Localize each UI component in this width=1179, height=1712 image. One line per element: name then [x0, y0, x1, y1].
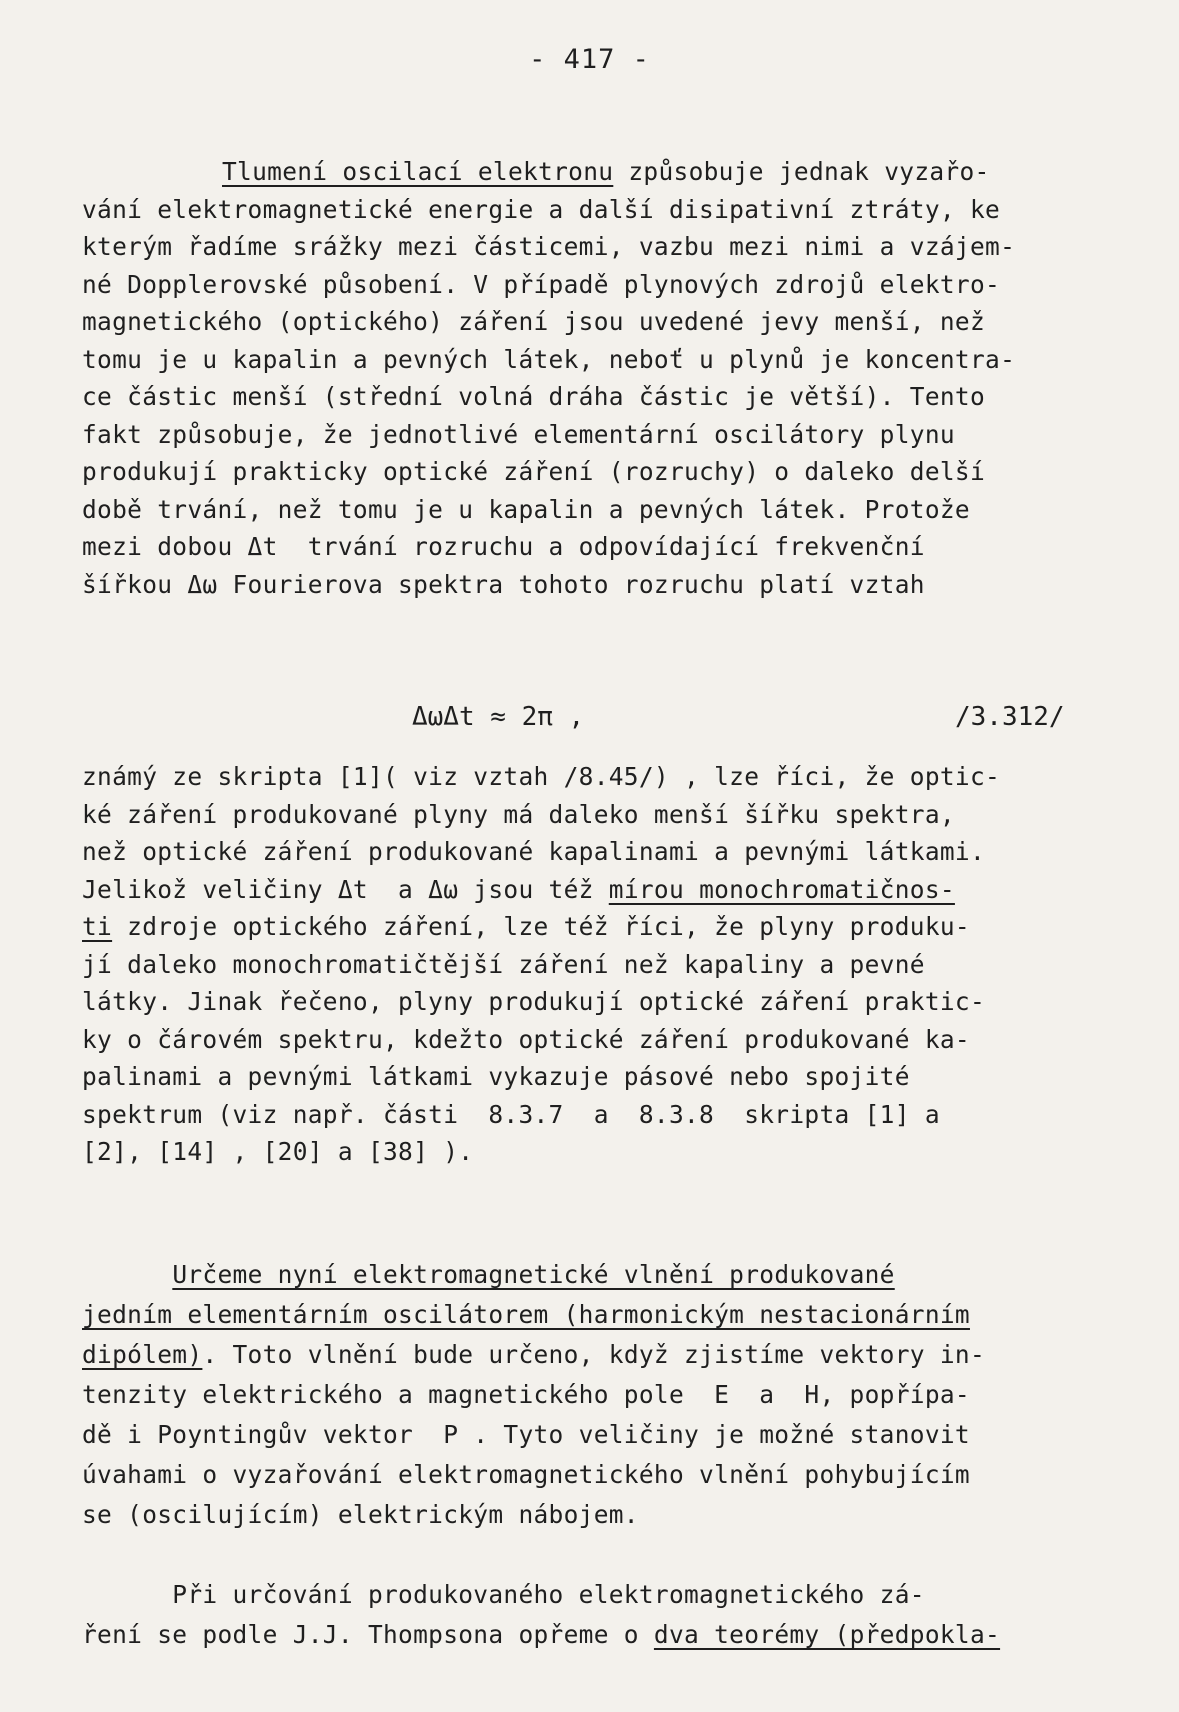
- text-line: [82, 1380, 970, 1409]
- text-line: [82, 837, 986, 866]
- text-line: [82, 1580, 925, 1609]
- text-line: [82, 194, 1001, 224]
- text-line: [82, 1099, 940, 1129]
- text-line: [82, 1024, 970, 1054]
- line-text: kterým řadíme srážky mezi částicemi, vazbu mezi nimi a vzájem-: [82, 232, 1016, 261]
- underlined-text: Určeme nyní elektromagnetické vlnění produkované: [172, 1260, 895, 1289]
- underlined-text: ti: [82, 912, 113, 941]
- line-text: tenzity elektrického a magnetického pole E a H, popřípa-: [82, 1380, 970, 1409]
- text-line: [82, 1137, 474, 1166]
- line-text: se (oscilujícím) elektrickým nábojem.: [82, 1500, 639, 1529]
- text-line: [82, 949, 925, 979]
- line-text: zdroje optického záření, lze též říci, že plyny produku-: [112, 912, 970, 941]
- text-line: [82, 1062, 910, 1091]
- line-text: než optické záření produkované kapalinami a pevnými látkami.: [82, 837, 986, 866]
- equation-number: /3.312/: [955, 702, 1065, 732]
- line-text: spektrum (viz např. části 8.3.7 a 8.3.8 skripta [1] a: [82, 1099, 940, 1129]
- text-line: [82, 494, 970, 524]
- line-text: látky. Jinak řečeno, plyny produkují optické záření praktic-: [82, 987, 986, 1016]
- text-line: [82, 569, 925, 599]
- text-line: [82, 344, 1016, 374]
- line-text: tomu je u kapalin a pevných látek, neboť u plynů je koncentra-: [82, 344, 1016, 374]
- underlined-text: jedním elementárním oscilátorem (harmonickým nestacionárním: [82, 1300, 970, 1329]
- line-text: známý ze skripta [1]( viz vztah /8.45/) , lze říci, že optic-: [82, 762, 1001, 791]
- text-line: [82, 382, 986, 411]
- line-text: [2], [14] , [20] a [38] ).: [82, 1137, 474, 1166]
- text-line: [82, 1460, 970, 1489]
- underlined-text: mírou monochromatičnos-: [608, 874, 955, 904]
- text-line: [82, 269, 1001, 299]
- text-line: [82, 1620, 1001, 1649]
- text-line: [82, 762, 1001, 791]
- line-text: šířkou Δω Fourierova spektra tohoto rozruchu platí vztah: [82, 569, 925, 599]
- underlined-text: dipólem): [82, 1340, 203, 1369]
- line-text: [82, 1260, 172, 1289]
- text-line: [82, 419, 955, 449]
- line-text: ření se podle J.J. Thompsona opřeme o: [82, 1620, 654, 1649]
- text-line: [82, 457, 986, 486]
- line-text: dě i Poyntingův vektor P . Tyto veličiny je možné stanovit: [82, 1420, 970, 1449]
- line-text: produkují prakticky optické záření (rozruchy) o daleko delší: [82, 457, 986, 486]
- text-line: [82, 799, 955, 829]
- text-line: [82, 532, 925, 561]
- line-text: né Dopplerovské působení. V případě plynových zdrojů elektro-: [82, 269, 1001, 299]
- text-line: [82, 1300, 970, 1329]
- equation-formula: ΔωΔt ≈ 2π ,: [412, 702, 585, 732]
- text-line: [82, 1340, 986, 1369]
- underlined-text: Tlumení oscilací elektronu: [222, 157, 614, 186]
- line-text: Při určování produkovaného elektromagnetického zá-: [82, 1580, 925, 1609]
- text-line: [82, 874, 955, 904]
- text-line: [82, 307, 986, 336]
- line-text: úvahami o vyzařování elektromagnetického vlnění pohybujícím: [82, 1460, 970, 1489]
- text-line: [82, 232, 1016, 261]
- underlined-text: dva teorémy (předpokla-: [653, 1620, 1001, 1649]
- line-text: Jelikož veličiny Δt a Δω jsou též: [82, 874, 609, 904]
- text-line: [82, 912, 970, 941]
- text-line: [82, 1420, 970, 1449]
- line-text: způsobuje jednak vyzařo-: [613, 157, 990, 186]
- line-text: magnetického (optického) záření jsou uvedené jevy menší, než: [82, 307, 986, 336]
- line-text: . Toto vlnění bude určeno, když zjistíme vektory in-: [202, 1340, 986, 1369]
- line-text: fakt způsobuje, že jednotlivé elementární oscilátory plynu: [82, 419, 955, 449]
- line-text: vání elektromagnetické energie a další disipativní ztráty, ke: [82, 194, 1001, 224]
- line-text: ce částic menší (střední volná dráha částic je větší). Tento: [82, 382, 986, 411]
- line-text: ké záření produkované plyny má daleko menší šířku spektra,: [82, 799, 955, 829]
- line-text: mezi dobou Δt trvání rozruchu a odpovídající frekvenční: [82, 532, 925, 561]
- text-line: [82, 987, 986, 1016]
- line-text: době trvání, než tomu je u kapalin a pevných látek. Protože: [82, 494, 970, 524]
- text-line: [82, 1500, 639, 1529]
- line-text: ky o čárovém spektru, kdežto optické záření produkované ka-: [82, 1024, 970, 1054]
- text-line: [222, 157, 990, 186]
- line-text: palinami a pevnými látkami vykazuje pásové nebo spojité: [82, 1062, 910, 1091]
- text-line: [82, 1260, 895, 1289]
- page-number: - 417 -: [529, 44, 650, 75]
- line-text: jí daleko monochromatičtější záření než kapaliny a pevné: [82, 949, 925, 979]
